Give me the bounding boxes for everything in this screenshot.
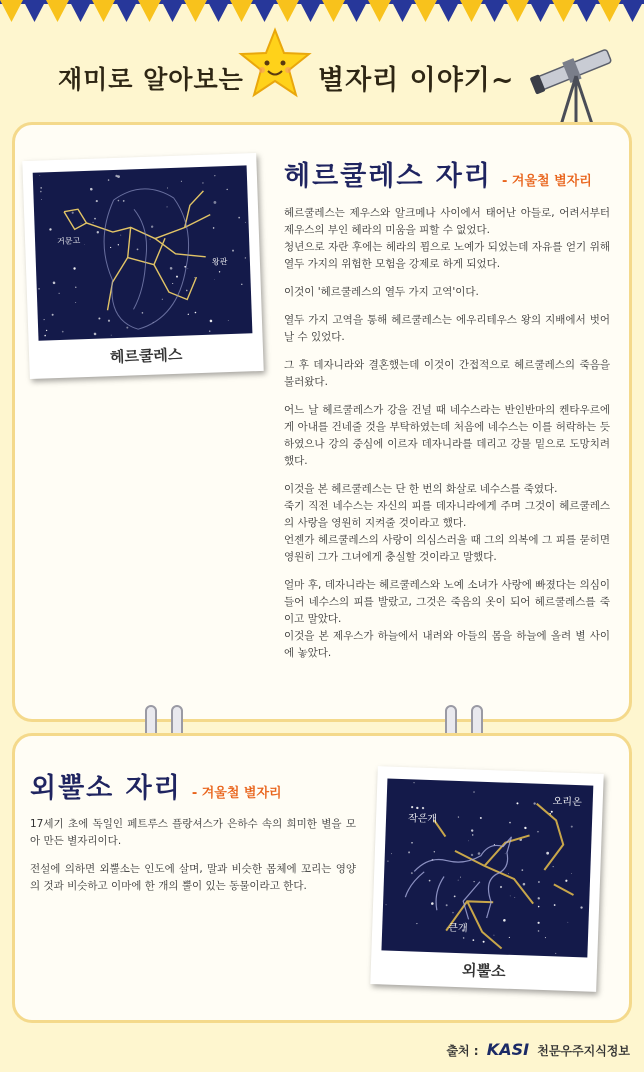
background-star: [108, 320, 110, 322]
background-star: [416, 923, 417, 924]
background-star: [84, 244, 85, 245]
bunting-flag: [253, 0, 276, 22]
bunting-flag: [575, 0, 598, 22]
photo-label-canis-minor: 작은개: [407, 813, 438, 826]
background-star: [553, 866, 554, 867]
background-star: [202, 182, 204, 184]
background-star: [40, 191, 42, 193]
background-star: [118, 244, 119, 245]
background-star: [516, 802, 518, 804]
hercules-constellation-illustration: [33, 165, 253, 340]
background-star: [245, 222, 246, 223]
source-footer: [446, 1040, 630, 1059]
background-star: [480, 817, 482, 819]
background-star: [523, 883, 526, 886]
page-header: [0, 26, 644, 126]
background-star: [213, 201, 216, 204]
bunting-flag: [529, 0, 552, 22]
background-star: [538, 930, 540, 932]
bunting-flag: [115, 0, 138, 22]
background-star: [538, 897, 540, 899]
header-title-right: 별자리 이야기~: [318, 65, 515, 96]
monoceros-title-text: 외뿔소 자리: [30, 773, 182, 804]
background-star: [538, 906, 540, 908]
background-star: [213, 227, 215, 229]
hercules-line: 언젠가 헤르쿨레스의 사랑이 의심스러울 때 그의 의복에 그 피를 묻히면 영원히 그가 그녀에게 충실할 것이라고 말했다.: [284, 534, 610, 563]
background-star: [431, 902, 434, 905]
background-star: [167, 207, 168, 208]
background-star: [472, 834, 473, 835]
background-star: [194, 277, 195, 278]
background-star: [123, 200, 125, 202]
background-star: [58, 293, 59, 294]
background-star: [167, 187, 168, 188]
monoceros-body: [30, 816, 356, 906]
background-star: [446, 904, 448, 906]
bunting-flag: [184, 0, 207, 22]
background-star: [391, 853, 392, 854]
background-star: [195, 312, 197, 314]
hercules-photo: [22, 153, 263, 379]
background-star: [75, 287, 76, 288]
background-star: [214, 279, 215, 280]
bunting-flag: [138, 0, 161, 22]
hercules-line: 얼마 후, 데자니라는 헤르쿨레스와 노예 소녀가 사랑에 빠졌다는 의심이 들어 네수스의 피를 발랐고, 그것은 죽음의 옷이 되어 헤르쿨레스를 죽이고 말았다.: [284, 579, 610, 625]
background-star: [416, 807, 418, 809]
monoceros-line: 17세기 초에 독일인 페트루스 플랑셔스가 은하수 속의 희미한 별을 모아 만든 별자리이다.: [30, 818, 356, 847]
background-star: [137, 248, 139, 250]
bunting-flag: [46, 0, 69, 22]
hercules-paragraph-7: [284, 577, 610, 662]
hercules-paragraph-4: [284, 357, 610, 391]
background-star: [186, 290, 188, 292]
background-star: [241, 284, 242, 285]
hercules-line: 이것을 본 제우스가 하늘에서 내려와 아들의 몸을 하늘에 올려 별 사이에 놓았다.: [284, 630, 610, 659]
background-star: [473, 881, 474, 882]
background-star: [434, 851, 435, 852]
background-star: [162, 299, 163, 300]
bunting-flag: [299, 0, 322, 22]
background-star: [483, 941, 485, 943]
background-star: [521, 869, 523, 871]
background-star: [96, 200, 98, 202]
background-star: [73, 267, 75, 269]
background-star: [524, 827, 526, 829]
hercules-line: 열두 가지 고역을 통해 헤르쿨레스는 에우리테우스 왕의 지배에서 벗어날 수 있었다.: [284, 314, 610, 343]
background-star: [411, 806, 413, 808]
background-star: [538, 881, 540, 883]
header-title-left: 재미로 알아보는: [58, 65, 244, 94]
background-star: [555, 953, 556, 954]
background-star: [62, 331, 64, 333]
photo-label-corona: 왕관: [211, 257, 228, 267]
bunting-flag: [460, 0, 483, 22]
hercules-paragraph-5: [284, 402, 610, 470]
hercules-line: 죽기 직전 네수스는 자신의 피를 데자니라에게 주며 그것이 헤르쿨레스의 사랑을 영원히 지켜줄 것이라고 했다.: [284, 500, 610, 529]
background-star: [142, 312, 144, 314]
background-star: [411, 872, 413, 874]
background-star: [478, 852, 481, 855]
background-star: [226, 189, 227, 190]
background-star: [460, 877, 461, 878]
background-star: [94, 333, 97, 336]
background-star: [537, 831, 539, 833]
background-star: [75, 302, 76, 303]
background-star: [454, 895, 456, 897]
background-star: [510, 896, 511, 897]
hercules-line: 헤르쿨레스는 제우스와 알크메나 사이에서 태어난 아들로, 어려서부터 제우스의 부인 헤라의 미움을 피할 수 없었다.: [284, 207, 610, 236]
background-star: [505, 853, 506, 854]
bunting-flag: [69, 0, 92, 22]
bunting-flag: [0, 0, 23, 22]
bunting-flag: [276, 0, 299, 22]
background-star: [533, 802, 535, 804]
bunting-flag: [437, 0, 460, 22]
background-star: [170, 267, 173, 270]
hercules-line: 이것을 본 헤르쿨레스는 단 한 번의 화살로 네수스를 죽였다.: [284, 483, 558, 495]
background-star: [39, 175, 40, 176]
background-star: [72, 212, 74, 214]
background-star: [111, 335, 112, 336]
background-star: [537, 922, 539, 924]
background-star: [219, 271, 220, 272]
kasi-logo: KASI: [486, 1040, 530, 1059]
background-star: [509, 822, 511, 824]
hercules-title: [284, 154, 592, 193]
background-star: [49, 228, 51, 230]
background-star: [110, 247, 111, 248]
background-star: [126, 327, 128, 329]
background-star: [44, 319, 45, 320]
background-star: [46, 330, 47, 331]
hercules-paragraph-6: [284, 481, 610, 566]
background-star: [571, 873, 572, 874]
hercules-line: 이것이 '헤르쿨레스의 열두 가지 고역'이다.: [284, 286, 479, 298]
bunting-flag: [23, 0, 46, 22]
background-star: [471, 854, 473, 856]
background-star: [386, 904, 387, 905]
monoceros-paragraph-1: [30, 816, 356, 850]
hercules-line: 청년으로 자란 후에는 헤라의 꾐으로 노예가 되었는데 자유를 얻기 위해 열두 가지의 위험한 모험을 강제로 하게 되었다.: [284, 241, 610, 270]
bunting-flag: [207, 0, 230, 22]
background-star: [408, 851, 410, 853]
background-star: [172, 283, 173, 284]
background-star: [120, 235, 121, 236]
monoceros-constellation-illustration: [381, 778, 593, 957]
hercules-season-tag: - 겨울철 별자리: [501, 174, 592, 189]
background-star: [422, 807, 424, 809]
background-star: [38, 288, 39, 289]
bunting-flag: [552, 0, 575, 22]
source-label: 출처 :: [446, 1044, 479, 1058]
background-star: [188, 314, 189, 315]
background-star: [93, 222, 94, 223]
bunting-banner: [0, 0, 644, 26]
bunting-flag: [391, 0, 414, 22]
background-star: [387, 861, 388, 862]
hercules-paragraph-2: [284, 284, 610, 301]
background-star: [473, 791, 475, 793]
monoceros-line: 전설에 의하면 외뿔소는 인도에 살며, 말과 비슷한 몸체에 꼬리는 영양의 것과 비슷하고 이마에 한 개의 뿔이 있는 동물이라고 한다.: [30, 863, 356, 892]
background-star: [44, 335, 46, 337]
background-star: [41, 199, 42, 200]
background-star: [181, 181, 182, 182]
background-star: [567, 922, 568, 923]
background-star: [580, 906, 582, 908]
background-star: [245, 257, 246, 258]
bunting-flag: [598, 0, 621, 22]
monoceros-title: [30, 766, 282, 805]
background-star: [463, 937, 465, 939]
background-star: [429, 880, 431, 882]
background-star: [81, 223, 82, 224]
hercules-line: 어느 날 헤르쿨레스가 강을 건널 때 네수스라는 반인반마의 켄타우르에게 아내를 건네줄 것을 부탁하였는데 처음에 네수스는 이를 허락하는 듯 하였으나 강의 중심에 이르자 데자니라를 데리고 강물 밑으로 도망치려했다.: [284, 404, 610, 467]
background-star: [53, 281, 56, 284]
background-star: [40, 187, 41, 188]
background-star: [545, 937, 546, 938]
background-star: [565, 880, 567, 882]
background-star: [509, 937, 510, 938]
monoceros-photo-caption: 외뿔소: [461, 961, 506, 981]
bunting-flag: [368, 0, 391, 22]
background-star: [554, 904, 556, 906]
background-star: [503, 919, 506, 922]
bunting-flag: [322, 0, 345, 22]
background-star: [413, 782, 414, 783]
background-star: [209, 330, 211, 332]
background-star: [472, 939, 474, 941]
hercules-paragraph-1: [284, 205, 610, 273]
hercules-photo-caption: 헤르쿨레스: [109, 345, 183, 367]
hercules-paragraph-3: [284, 312, 610, 346]
background-star: [94, 218, 96, 220]
background-star: [150, 239, 151, 240]
background-star: [500, 886, 502, 888]
bunting-flag: [230, 0, 253, 22]
background-star: [571, 826, 573, 828]
background-star: [458, 880, 459, 881]
background-star: [514, 897, 515, 898]
background-star: [187, 268, 188, 269]
background-star: [494, 935, 495, 936]
hercules-title-text: 헤르쿨레스 자리: [284, 161, 492, 192]
background-star: [468, 841, 469, 842]
monoceros-paragraph-2: [30, 861, 356, 895]
background-star: [546, 852, 549, 855]
monoceros-season-tag: - 겨울철 별자리: [191, 786, 282, 801]
bunting-flag: [161, 0, 184, 22]
background-star: [238, 217, 240, 219]
background-star: [471, 829, 473, 831]
background-star: [90, 188, 93, 191]
smiling-star-icon: [238, 26, 312, 100]
background-star: [108, 179, 110, 181]
background-star: [98, 317, 100, 319]
background-star: [151, 225, 153, 227]
background-star: [232, 250, 234, 252]
background-star: [458, 816, 459, 817]
background-star: [411, 842, 413, 844]
background-star: [228, 320, 229, 321]
bunting-flag: [414, 0, 437, 22]
background-star: [52, 314, 54, 316]
bunting-flag: [483, 0, 506, 22]
bunting-flag: [506, 0, 529, 22]
background-star: [551, 811, 553, 813]
background-star: [452, 912, 453, 913]
bunting-flag: [92, 0, 115, 22]
bunting-flag: [621, 0, 644, 22]
photo-label-canis-major: 큰개: [448, 922, 468, 935]
background-star: [508, 873, 509, 874]
monoceros-photo: [370, 766, 603, 992]
photo-label-lyra: 거문고: [56, 236, 81, 246]
photo-label-orion: 오리온: [552, 796, 582, 809]
hercules-line: 그 후 데자니라와 결혼했는데 이것이 간접적으로 헤르쿨레스의 죽음을 불러왔다.: [284, 359, 610, 388]
background-star: [176, 276, 178, 278]
background-star: [210, 320, 213, 323]
source-org: 천문우주지식정보: [537, 1044, 630, 1058]
background-star: [97, 231, 99, 233]
background-star: [118, 200, 120, 202]
background-star: [214, 175, 215, 176]
hercules-body: [284, 205, 610, 673]
bunting-flag: [345, 0, 368, 22]
